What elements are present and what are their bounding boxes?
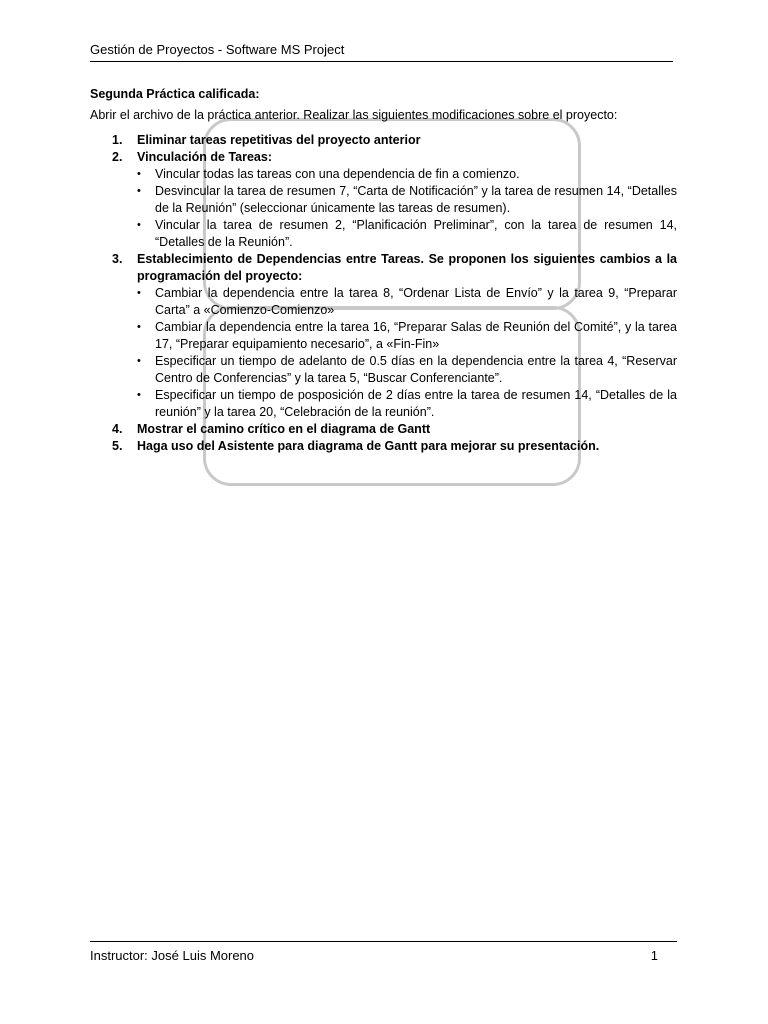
bullet-text: Especificar un tiempo de posposición de 2 días entre la tarea de resumen 14, “Detalles de la reunión” y la tarea 20, “Celebración de la reunión”.: [155, 388, 677, 419]
task-item-4: [90, 421, 677, 438]
list-item: [137, 319, 677, 353]
header-divider: [90, 61, 673, 62]
practice-intro: Abrir el archivo de la práctica anterior. Realizar las siguientes modificaciones sobre el proyecto:: [90, 108, 618, 122]
list-item: [137, 387, 677, 421]
document-body: [90, 86, 677, 455]
list-item: [137, 183, 677, 217]
task-title: Vinculación de Tareas:: [137, 150, 273, 164]
bullet-text: Cambiar la dependencia entre la tarea 16, “Preparar Salas de Reunión del Comité”, y la tarea 17, “Preparar equipamiento necesario”, a «Fin-Fin»: [155, 320, 677, 351]
bullet-icon: •: [137, 168, 141, 180]
task-title: Haga uso del Asistente para diagrama de Gantt para mejorar su presentación.: [137, 439, 600, 453]
task-item-5: [90, 438, 677, 455]
list-item: [137, 353, 677, 387]
bullet-icon: •: [137, 185, 141, 197]
bullet-text: Desvincular la tarea de resumen 7, “Carta de Notificación” y la tarea de resumen 14, “Detalles de la Reunión” (seleccionar únicamente las tareas de resumen).: [155, 184, 677, 215]
bullet-icon: •: [137, 287, 141, 299]
list-item: [137, 166, 677, 183]
task-number: 1.: [112, 133, 123, 147]
task-item-3: [90, 251, 677, 421]
bullet-text: Vincular todas las tareas con una dependencia de fin a comienzo.: [155, 167, 520, 181]
bullet-icon: •: [137, 389, 141, 401]
bullet-text: Cambiar la dependencia entre la tarea 8, “Ordenar Lista de Envío” y la tarea 9, “Preparar Carta” a «Comienzo-Comienzo»: [155, 286, 677, 317]
bullet-icon: •: [137, 355, 141, 367]
footer-divider: [90, 941, 677, 942]
list-item: [137, 217, 677, 251]
bullet-text: Vincular la tarea de resumen 2, “Planificación Preliminar”, con la tarea de resumen 14, “Detalles de la Reunión”.: [155, 218, 677, 249]
task-item-2: [90, 149, 677, 251]
task-number: 5.: [112, 439, 123, 453]
bullet-text: Especificar un tiempo de adelanto de 0.5 días en la dependencia entre la tarea 4, “Reservar Centro de Conferencias” y la tarea 5, “Buscar Conferenciante”.: [155, 354, 677, 385]
list-item: [137, 285, 677, 319]
task-title: Eliminar tareas repetitivas del proyecto anterior: [137, 133, 421, 147]
task-number: 2.: [112, 150, 123, 164]
task-number: 3.: [112, 252, 123, 266]
task-list: [90, 132, 677, 455]
task-number: 4.: [112, 422, 123, 436]
practice-title: Segunda Práctica calificada:: [90, 87, 260, 101]
task-title: Establecimiento de Dependencias entre Tareas. Se proponen los siguientes cambios a la programación del proyecto:: [137, 252, 677, 283]
bullet-icon: •: [137, 219, 141, 231]
bullet-icon: •: [137, 321, 141, 333]
task-item-1: [90, 132, 677, 149]
page-number: 1: [650, 948, 658, 963]
footer-instructor: Instructor: José Luis Moreno: [90, 948, 255, 963]
task-title: Mostrar el camino crítico en el diagrama de Gantt: [137, 422, 431, 436]
page-header-title: Gestión de Proyectos - Software MS Project: [90, 42, 345, 57]
